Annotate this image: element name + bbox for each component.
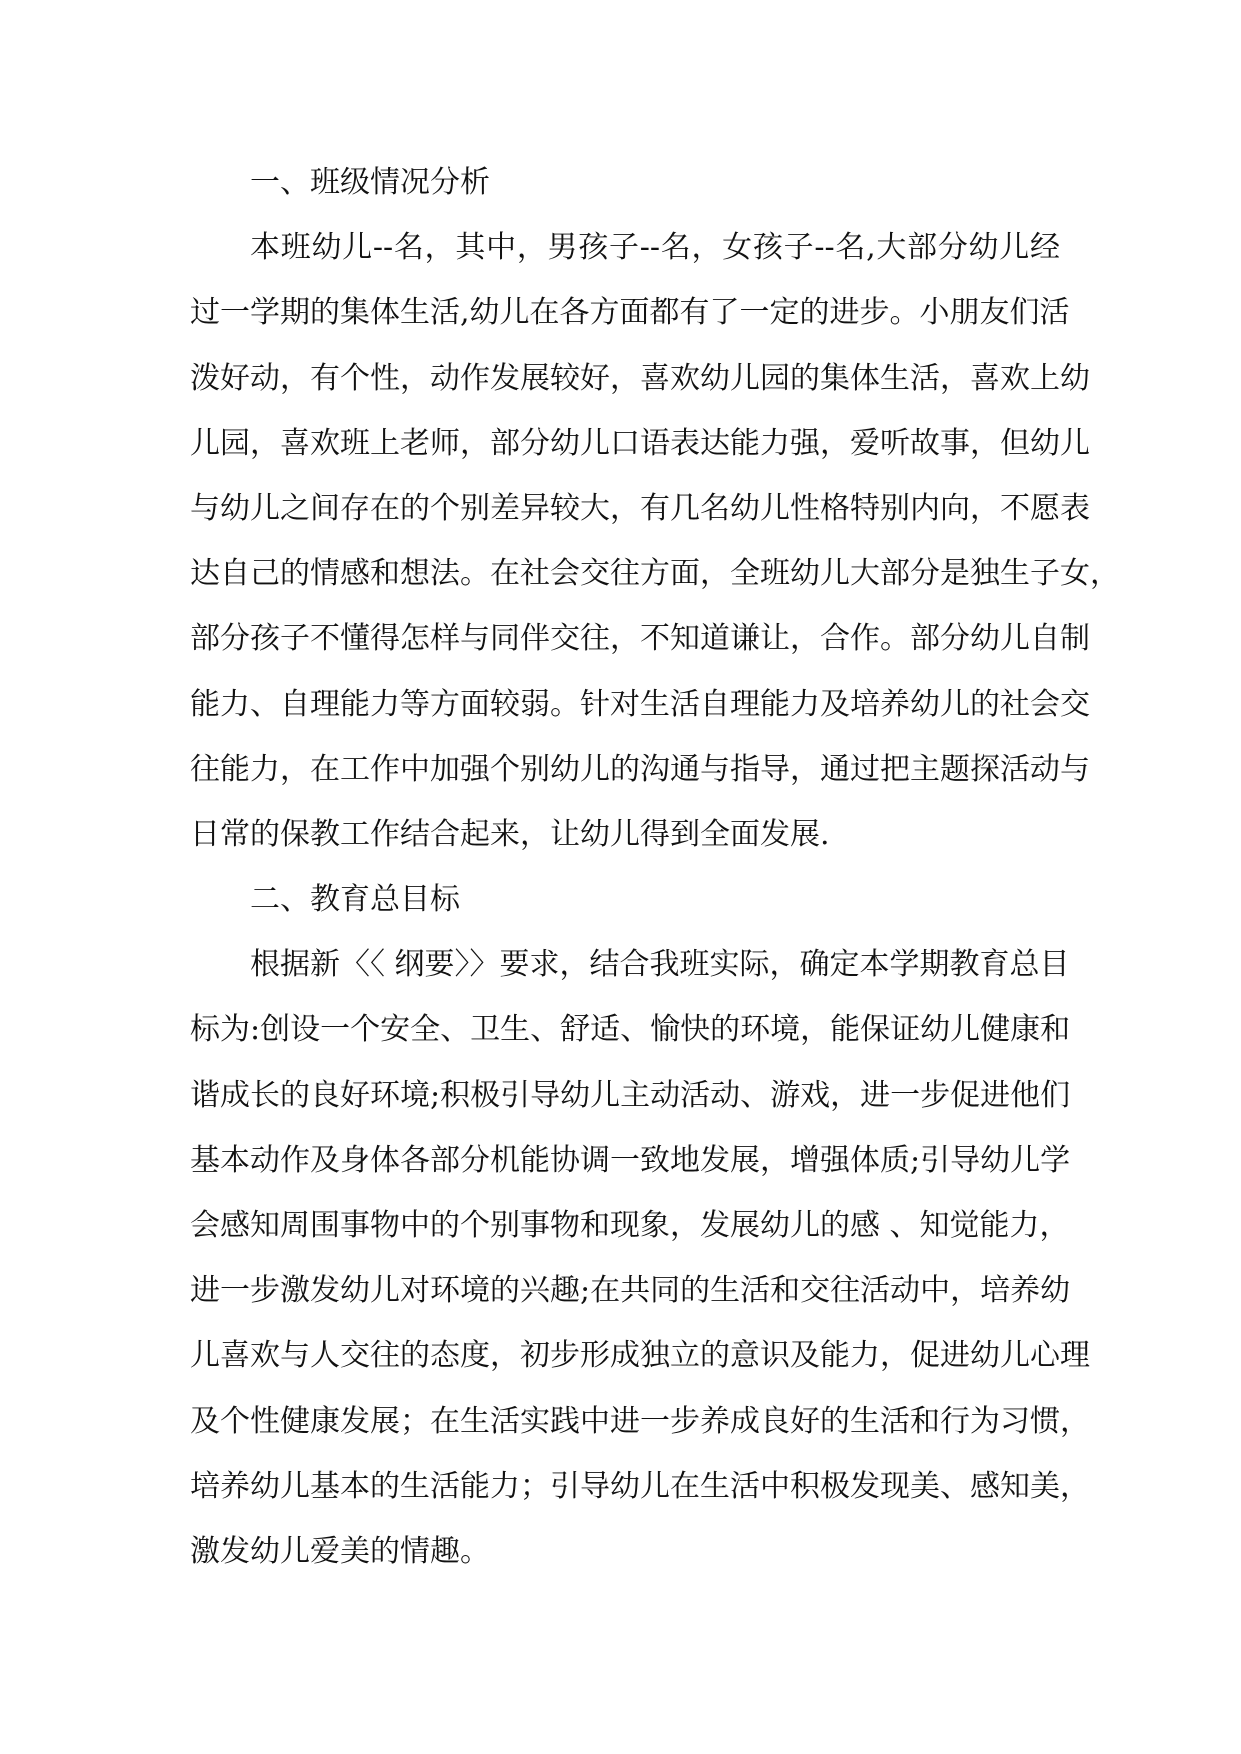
paragraph-line: 培养幼儿基本的生活能力；引导幼儿在生活中积极发现美、感知美， (190, 1468, 1090, 1504)
paragraph-line: 往能力，在工作中加强个别幼儿的沟通与指导，通过把主题探活动与 (190, 751, 1090, 787)
paragraph-line: 过一学期的集体生活,幼儿在各方面都有了一定的进步。小朋友们活 (190, 295, 1070, 331)
paragraph-education-goals (190, 932, 1090, 1584)
paragraph-line: 泼好动，有个性，动作发展较好，喜欢幼儿园的集体生活，喜欢上幼 (190, 360, 1090, 396)
paragraph-class-analysis (190, 215, 1120, 867)
paragraph-line: 本班幼儿--名，其中，男孩子--名，女孩子--名,大部分幼儿经 (250, 230, 1060, 266)
paragraph-line: 儿喜欢与人交往的态度，初步形成独立的意识及能力，促进幼儿心理 (190, 1338, 1090, 1374)
paragraph-line: 根据新〈〈 纲要〉〉要求，结合我班实际，确定本学期教育总目 (250, 947, 1070, 983)
paragraph-line: 能力、自理能力等方面较弱。针对生活自理能力及培养幼儿的社会交 (190, 686, 1090, 722)
section-heading-class-analysis: 一、班级情况分析 (250, 165, 490, 200)
paragraph-line: 与幼儿之间存在的个别差异较大，有几名幼儿性格特别内向，不愿表 (190, 490, 1090, 526)
paragraph-line: 达自己的情感和想法。在社会交往方面，全班幼儿大部分是独生子女， (190, 556, 1120, 592)
document-body (190, 150, 1120, 1584)
paragraph-line: 儿园，喜欢班上老师，部分幼儿口语表达能力强，爱听故事，但幼儿 (190, 425, 1090, 461)
paragraph-line-last: 日常的保教工作结合起来，让幼儿得到全面发展. (190, 816, 830, 852)
paragraph-line-last: 激发幼儿爱美的情趣。 (190, 1533, 490, 1569)
paragraph-line: 谐成长的良好环境;积极引导幼儿主动活动、游戏，进一步促进他们 (190, 1077, 1071, 1113)
paragraph-line: 部分孩子不懂得怎样与同伴交往，不知道谦让，合作。部分幼儿自制 (190, 621, 1090, 657)
paragraph-line: 会感知周围事物中的个别事物和现象，发展幼儿的感 、知觉能力， (190, 1208, 1070, 1243)
section-heading-education-goals: 二、教育总目标 (250, 882, 460, 918)
paragraph-line: 标为:创设一个安全、卫生、舒适、愉快的环境，能保证幼儿健康和 (190, 1012, 1071, 1048)
paragraph-line: 及个性健康发展；在生活实践中进一步养成良好的生活和行为习惯， (190, 1403, 1090, 1439)
paragraph-line: 进一步激发幼儿对环境的兴趣;在共同的生活和交往活动中，培养幼 (190, 1273, 1071, 1309)
paragraph-line: 基本动作及身体各部分机能协调一致地发展，增强体质;引导幼儿学 (190, 1142, 1071, 1178)
